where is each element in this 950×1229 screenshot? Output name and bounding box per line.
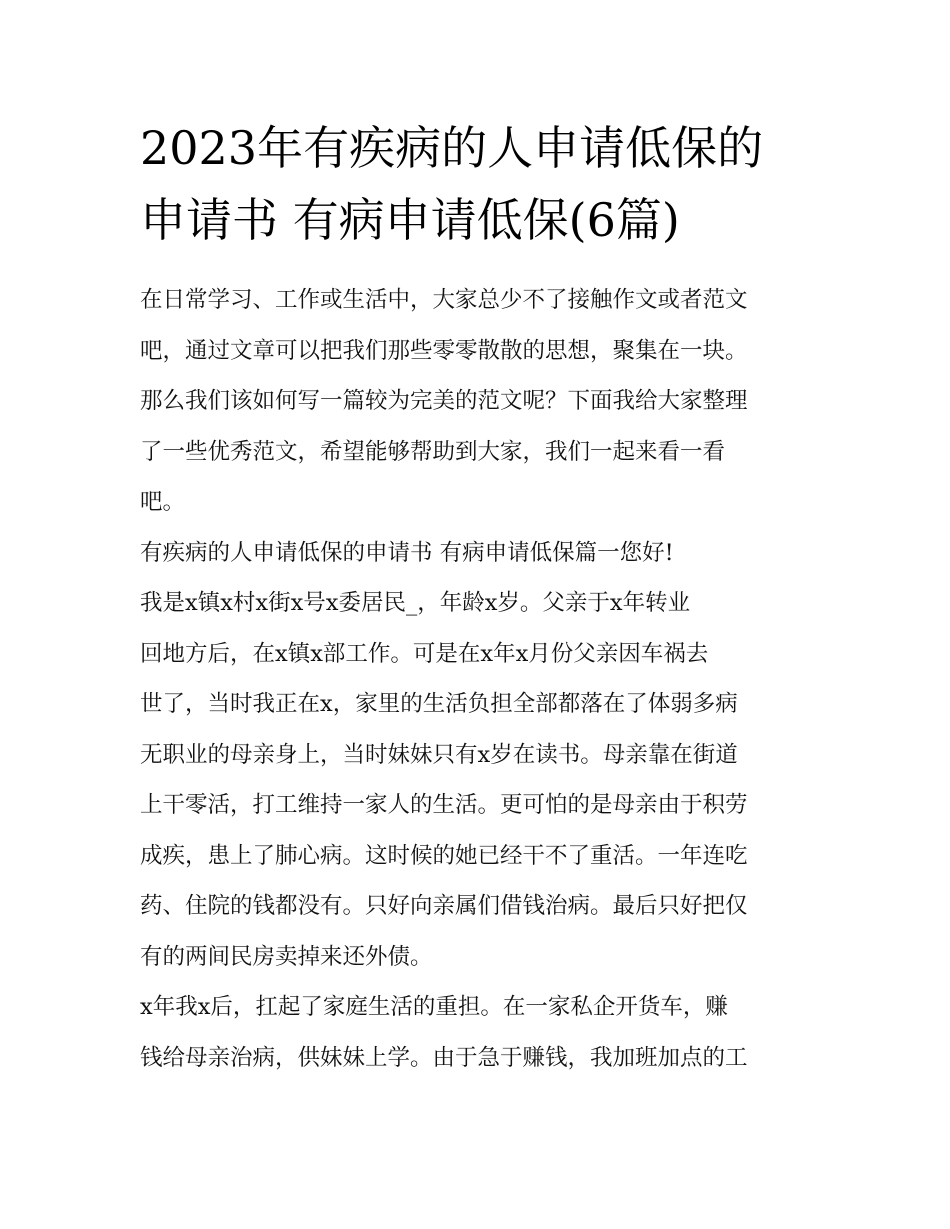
title-line-2: 申请书 有病申请低保(6篇) xyxy=(140,193,680,247)
body-line: 在日常学习、工作或生活中，大家总少不了接触作文或者范文 xyxy=(140,287,748,313)
document-title xyxy=(140,112,820,256)
body-line: 有的两间民房卖掉来还外债。 xyxy=(140,943,433,970)
body-line: 吧。 xyxy=(140,489,186,515)
body-line: 那么我们该如何写一篇较为完美的范文呢？下面我给大家整理 xyxy=(140,388,748,414)
body-line: 成疾，患上了肺心病。这时候的她已经干不了重活。一年连吃 xyxy=(140,842,748,869)
body-line: 吧，通过文章可以把我们那些零零散散的思想，聚集在一块。 xyxy=(140,337,748,364)
body-line: 回地方后，在x镇x部工作。可是在x年x月份父亲因车祸去 xyxy=(140,640,709,667)
section-heading: 有疾病的人申请低保的申请书 有病申请低保篇一您好! xyxy=(140,539,674,566)
body-line: 无职业的母亲身上，当时妹妹只有x岁在读书。母亲靠在街道 xyxy=(140,741,738,768)
body-line: 钱给母亲治病，供妹妹上学。由于急于赚钱，我加班加点的工 xyxy=(140,1044,748,1071)
body-line: 了一些优秀范文，希望能够帮助到大家，我们一起来看一看 xyxy=(140,438,726,465)
title-line-1: 2023年有疾病的人申请低保的 xyxy=(140,121,764,175)
body-line: 世了，当时我正在x，家里的生活负担全部都落在了体弱多病 xyxy=(140,691,738,717)
document-body xyxy=(140,275,820,1083)
body-line: x年我x后，扛起了家庭生活的重担。在一家私企开货车，赚 xyxy=(140,994,728,1020)
body-line: 药、住院的钱都没有。只好向亲属们借钱治病。最后只好把仅 xyxy=(140,893,748,919)
body-line: 上干零活，打工维持一家人的生活。更可怕的是母亲由于积劳 xyxy=(140,792,748,818)
body-line: 我是x镇x村x街x号x委居民_，年龄x岁。父亲于x年转业 xyxy=(140,590,691,616)
